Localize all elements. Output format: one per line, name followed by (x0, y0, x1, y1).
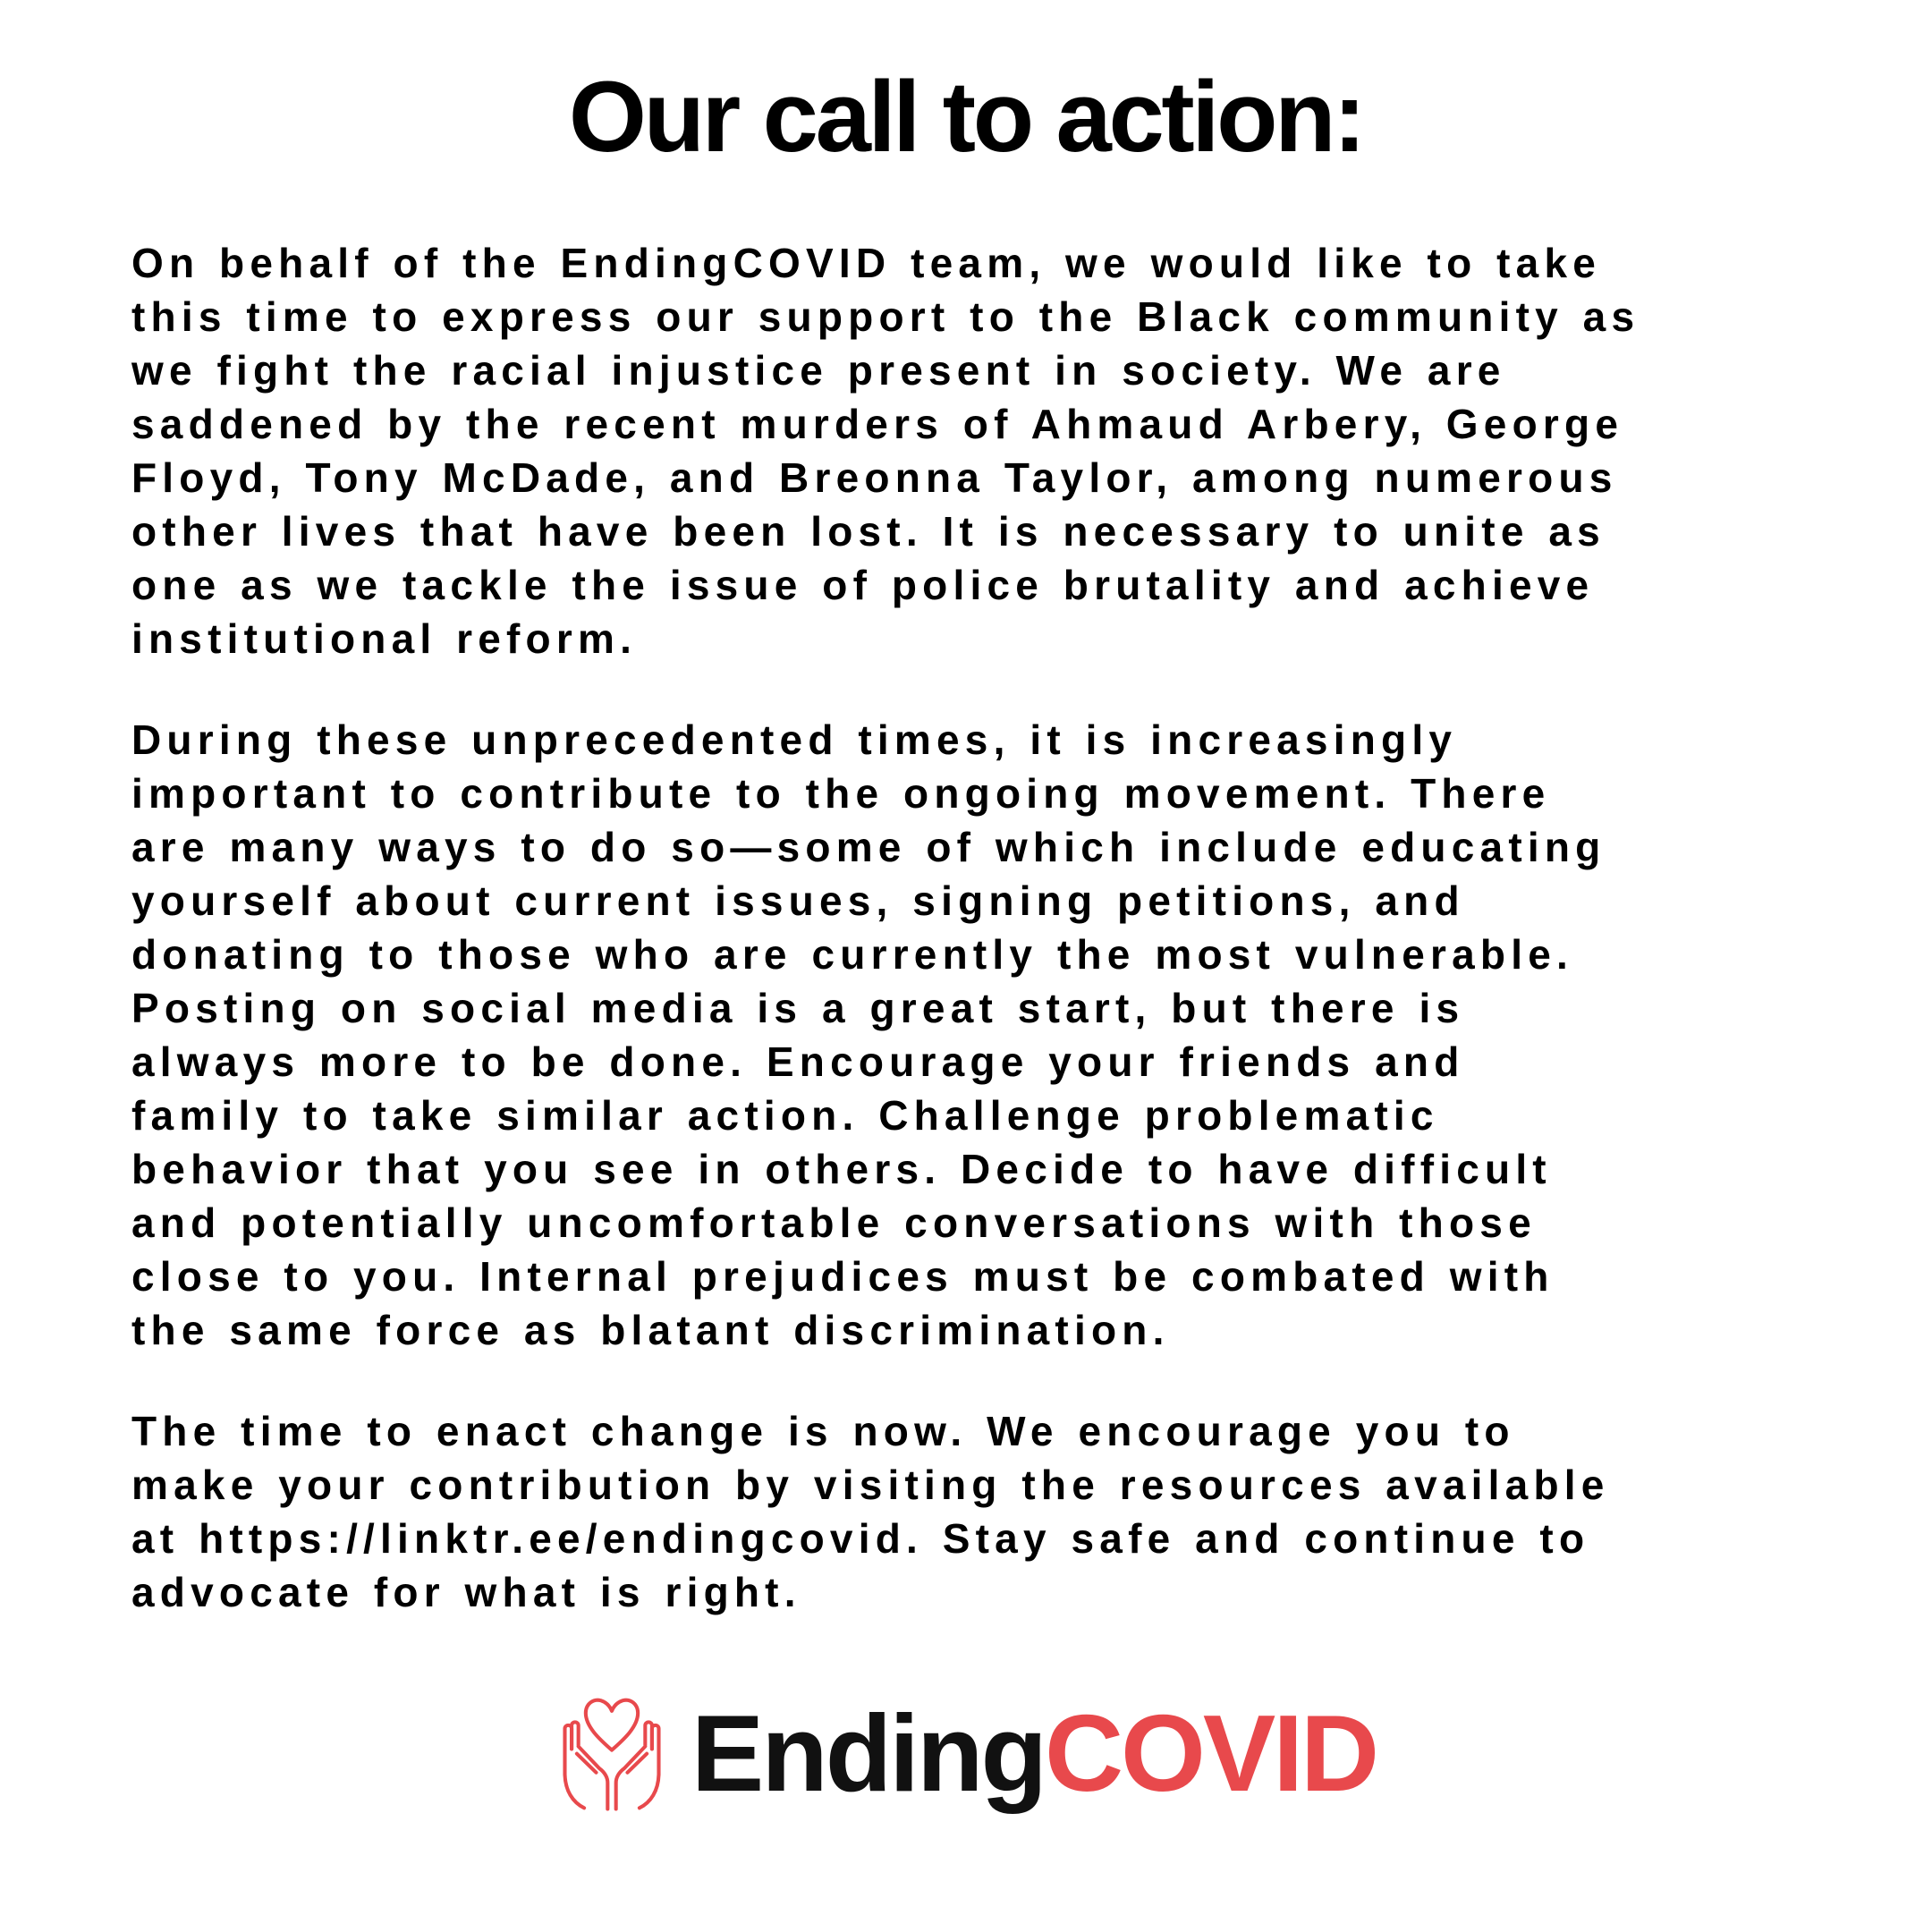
text-line: Posting on social media is a great start, but there is (131, 985, 1465, 1031)
text-line: family to take similar action. Challenge problematic (131, 1092, 1439, 1139)
text-line: the same force as blatant discrimination. (131, 1307, 1170, 1353)
endingcovid-logo (0, 1693, 1932, 1812)
page-title: Our call to action: (568, 61, 1364, 173)
text-line: other lives that have been lost. It is necessary to unite as (131, 508, 1606, 555)
text-line: important to contribute to the ongoing movement. There (131, 770, 1551, 817)
left-hand (564, 1722, 607, 1809)
text-line: donating to those who are currently the most vulnerable. (131, 931, 1574, 978)
text-line: close to you. Internal prejudices must be combated with (131, 1253, 1555, 1300)
text-line: behavior that you see in others. Decide to have difficult (131, 1146, 1552, 1192)
text-line: advocate for what is right. (131, 1569, 801, 1615)
text-line: make your contribution by visiting the resources available (131, 1462, 1610, 1508)
body-text (131, 236, 1802, 1619)
text-line: saddened by the recent murders of Ahmaud Arbery, George (131, 401, 1624, 447)
logo-text-covid: COVID (1044, 1691, 1377, 1814)
heart-outline (586, 1700, 638, 1750)
text-line: we fight the racial injustice present in society. We are (131, 347, 1506, 394)
paragraph (131, 713, 1802, 1357)
paragraph (131, 236, 1802, 665)
right-hand (616, 1722, 659, 1809)
text-line: institutional reform. (131, 615, 638, 662)
text-line: this time to express our support to the Black community as (131, 293, 1640, 340)
paragraph (131, 1404, 1802, 1619)
text-line: Floyd, Tony McDade, and Breonna Taylor, among numerous (131, 454, 1618, 501)
text-line: always more to be done. Encourage your friends and (131, 1038, 1465, 1085)
logo-wordmark (691, 1691, 1377, 1814)
text-line: The time to enact change is now. We encourage you to (131, 1408, 1515, 1454)
text-line: one as we tackle the issue of police brutality and achieve (131, 562, 1595, 608)
logo-text-ending: Ending (691, 1691, 1045, 1814)
text-line: During these unprecedented times, it is increasingly (131, 716, 1458, 763)
text-line: and potentially uncomfortable conversations with those (131, 1199, 1537, 1246)
hands-holding-heart-icon (555, 1681, 668, 1812)
text-line: at https://linktr.ee/endingcovid. Stay safe and continue to (131, 1515, 1590, 1562)
text-line: yourself about current issues, signing petitions, and (131, 877, 1465, 924)
text-line: On behalf of the EndingCOVID team, we would like to take (131, 240, 1602, 286)
text-line: are many ways to do so—some of which include educating (131, 824, 1606, 870)
